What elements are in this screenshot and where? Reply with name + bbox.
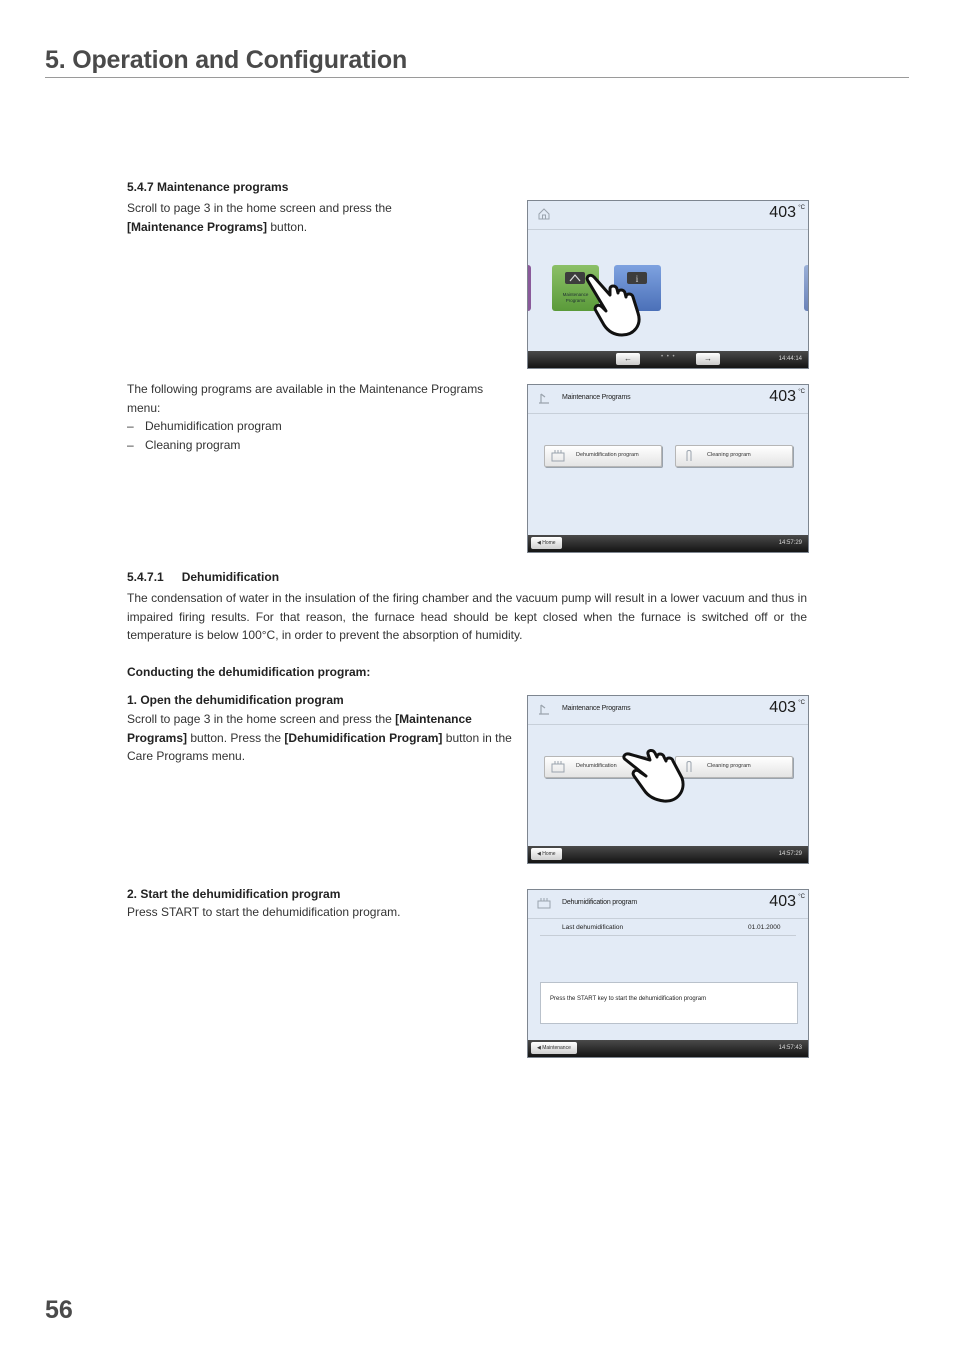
dehumidification-small-icon — [537, 896, 551, 910]
step2-text: Press START to start the dehumidification program. — [127, 905, 401, 919]
button-label: Dehumidification — [576, 763, 617, 769]
list-item — [127, 436, 427, 455]
home-screen-mockup — [527, 200, 809, 369]
screen-topbar — [528, 201, 808, 230]
temperature-readout: 403 — [769, 388, 796, 405]
button-label: Cleaning program — [707, 763, 751, 769]
dehumidification-program-screen-mockup — [527, 889, 809, 1058]
tile-partial-left[interactable] — [527, 265, 531, 311]
instruction-text: Press the START key to start the dehumidification program — [550, 996, 707, 1002]
back-home-button[interactable]: ◀ Home — [531, 848, 562, 860]
cleaning-icon — [682, 449, 696, 462]
temperature-readout: 403 — [769, 893, 796, 910]
section-5471-heading — [127, 570, 279, 584]
screen-bottombar — [528, 535, 808, 552]
maintenance-small-icon — [537, 391, 551, 405]
list-item-text: Cleaning program — [145, 437, 241, 452]
last-dehumidification-label: Last dehumidification — [562, 924, 624, 931]
temperature-readout: 403 — [769, 204, 796, 221]
button-label: Cleaning program — [707, 452, 751, 458]
chapter-rule — [45, 77, 909, 78]
maintenance-menu-press-screen-mockup — [527, 695, 809, 864]
screen-topbar — [528, 696, 808, 725]
pointing-hand-icon — [580, 271, 652, 341]
step1-text-2: button. Press the — [187, 730, 285, 745]
intro-bold-button-name: [Maintenance Programs] — [127, 219, 268, 234]
screen-title: Maintenance Programs — [562, 394, 631, 401]
step1-bold-1: [Maintenance Programs] — [127, 712, 472, 745]
step1-heading: 1. Open the dehumidification program — [127, 693, 344, 707]
dehumidification-icon — [551, 760, 565, 773]
temperature-unit: °C — [798, 894, 805, 900]
temperature-unit: °C — [798, 389, 805, 395]
intro-text-before: Scroll to page 3 in the home screen and press the — [127, 201, 392, 215]
temperature-readout: 403 — [769, 699, 796, 716]
next-page-button[interactable]: → — [696, 353, 720, 365]
dehumidification-program-button[interactable] — [544, 445, 662, 467]
clock: 14:44:14 — [778, 356, 802, 362]
intro-text-after: button. — [267, 219, 308, 234]
step1-bold-2: [Dehumidification Program] — [284, 730, 443, 745]
row-divider — [540, 935, 796, 936]
maintenance-small-icon — [537, 702, 551, 716]
section-547-heading: 5.4.7 Maintenance programs — [127, 180, 289, 194]
home-icon — [537, 207, 551, 221]
clock: 14:57:29 — [778, 851, 802, 857]
step1-text-1: Scroll to page 3 in the home screen and press the — [127, 712, 396, 726]
clock: 14:57:43 — [778, 1045, 802, 1051]
program-list — [127, 417, 427, 454]
list-dash: – — [127, 437, 134, 452]
screen-title: Dehumidification program — [562, 899, 637, 906]
section-547-intro — [127, 199, 417, 236]
temperature-unit: °C — [798, 205, 805, 211]
temperature-unit: °C — [798, 700, 805, 706]
prev-page-button[interactable]: ← — [616, 353, 640, 365]
clock: 14:57:29 — [778, 540, 802, 546]
svg-text:i: i — [635, 274, 639, 284]
instruction-box — [540, 982, 798, 1024]
heading-number: 5.4.7.1 — [127, 570, 164, 584]
back-maintenance-button[interactable]: ◀ Maintenance — [531, 1042, 577, 1054]
page-indicator: • • • — [661, 354, 676, 360]
conducting-heading: Conducting the dehumidification program: — [127, 665, 371, 679]
list-item-text: Dehumidification program — [145, 419, 282, 433]
screen-bottombar — [528, 351, 808, 368]
pointing-hand-icon — [620, 744, 700, 806]
chapter-title: 5. Operation and Configuration — [45, 46, 408, 74]
maintenance-menu-screen-mockup — [527, 384, 809, 553]
dehumidification-icon — [551, 449, 565, 462]
screen-topbar — [528, 385, 808, 414]
list-item — [127, 417, 427, 436]
tile-maintenance-label: Maintenance Programs — [562, 292, 589, 303]
screen-title: Maintenance Programs — [562, 705, 631, 712]
screen-topbar — [528, 890, 808, 919]
screen-bottombar — [528, 846, 808, 863]
cleaning-program-button[interactable] — [675, 445, 793, 467]
list-dash: – — [127, 419, 134, 433]
button-label: Dehumidification program — [576, 452, 639, 458]
heading-title: Dehumidification — [181, 570, 280, 584]
screen-bottombar — [528, 1040, 808, 1057]
back-home-button[interactable]: ◀ Home — [531, 537, 562, 549]
dehumidification-description: The condensation of water in the insulation of the firing chamber and the vacuum pump will result in a lower vacuum and thus in impaired firing results. For that reason, the furnace head should be kept closed when the furnace is switched off or the temperature is below 100°C, in order to prevent the absorption of humidity. — [127, 591, 807, 642]
step2-heading: 2. Start the dehumidification program — [127, 887, 341, 901]
last-dehumidification-date: 01.01.2000 — [748, 924, 781, 931]
available-programs-text: The following programs are available in the Maintenance Programs menu: — [127, 382, 484, 415]
step1-text — [127, 710, 515, 766]
page-number: 56 — [45, 1296, 73, 1324]
step1-text-3: button in the Care Programs menu. — [127, 730, 512, 763]
tile-partial-right[interactable] — [804, 265, 809, 311]
